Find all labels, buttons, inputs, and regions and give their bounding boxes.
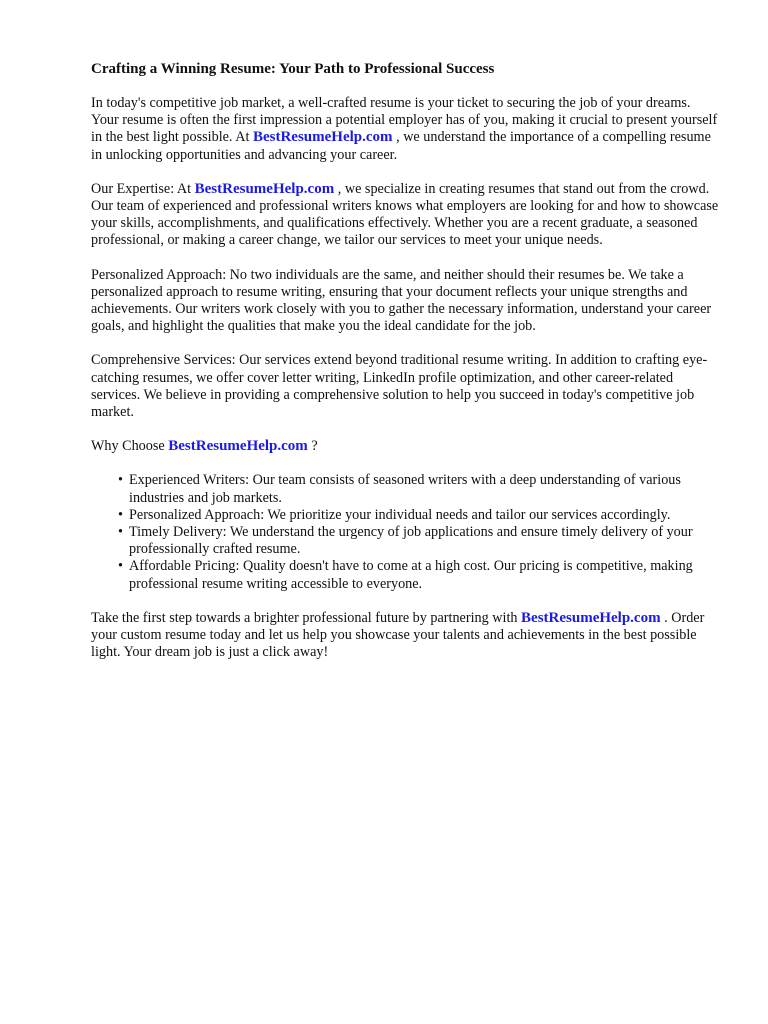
bullet-icon: • (118, 506, 123, 523)
list-item (118, 472, 721, 506)
intro-paragraph (91, 95, 721, 164)
list-item-text: Affordable Pricing: Quality doesn't have to come at a high cost. Our pricing is competitive, making professional resume writing accessible to everyone. (129, 558, 693, 592)
expertise-text-after: , we specialize in creating resumes that stand out from the crowd. Our team of experienced and professional writers knows what employers are looking for and how to showcase your skills, accomplishments, and qualifications effectively. Whether you are a recent graduate, a seasoned professional, or making a career change, we tailor our services to meet your unique needs. (91, 180, 719, 249)
why-text-after: ? (307, 438, 318, 455)
closing-text-after: . Order your custom resume today and let us help you showcase your talents and achievements in the best possible light. Your dream job is just a click away! (91, 609, 705, 661)
list-item (118, 524, 721, 558)
list-item-text: Timely Delivery: We understand the urgency of job applications and ensure timely delivery of your professionally crafted resume. (129, 524, 693, 558)
bullet-icon: • (118, 558, 123, 575)
expertise-text-before: Our Expertise: At (91, 180, 195, 197)
list-item-text: Personalized Approach: We prioritize your individual needs and tailor our services accordingly. (129, 506, 671, 523)
benefits-list (91, 472, 721, 592)
bullet-icon: • (118, 524, 123, 541)
list-item-text: Experienced Writers: Our team consists of seasoned writers with a deep understanding of various industries and job markets. (129, 472, 681, 506)
document-page (91, 59, 721, 678)
intro-text-after: , we understand the importance of a compelling resume in unlocking opportunities and advancing your career. (91, 129, 711, 163)
bullet-icon: • (118, 472, 123, 489)
list-item (118, 506, 721, 524)
closing-paragraph (91, 610, 721, 662)
brand-link[interactable]: BestResumeHelp.com (521, 609, 661, 626)
closing-text-before: Take the first step towards a brighter professional future by partnering with (91, 609, 522, 626)
document-title: Crafting a Winning Resume: Your Path to Professional Success (91, 61, 495, 77)
intro-text-before: In today's competitive job market, a well-crafted resume is your ticket to securing the job of your dreams. Your resume is often the first impression a potential employer has of you, making it crucial to present yourself in the best light possible. At (91, 95, 718, 146)
why-text-before: Why Choose (91, 438, 169, 455)
expertise-paragraph (91, 181, 721, 250)
brand-link[interactable]: BestResumeHelp.com (194, 180, 335, 197)
why-choose-heading (91, 438, 721, 455)
comprehensive-paragraph: Comprehensive Services: Our services extend beyond traditional resume writing. In addition to crafting eye-catching resumes, we offer cover letter writing, LinkedIn profile optimization, and other career-related services. We believe in providing a comprehensive solution to help you succeed in today's competitive job market. (91, 352, 708, 421)
brand-link[interactable]: BestResumeHelp.com (252, 129, 393, 146)
personalized-paragraph: Personalized Approach: No two individuals are the same, and neither should their resumes be. We take a personalized approach to resume writing, ensuring that your document reflects your unique strengths and achievements. Our writers work closely with you to gather the necessary information, understand your career goals, and highlight the qualities that make you the ideal candidate for the job. (91, 266, 712, 335)
brand-link[interactable]: BestResumeHelp.com (168, 438, 308, 455)
list-item (118, 558, 721, 592)
